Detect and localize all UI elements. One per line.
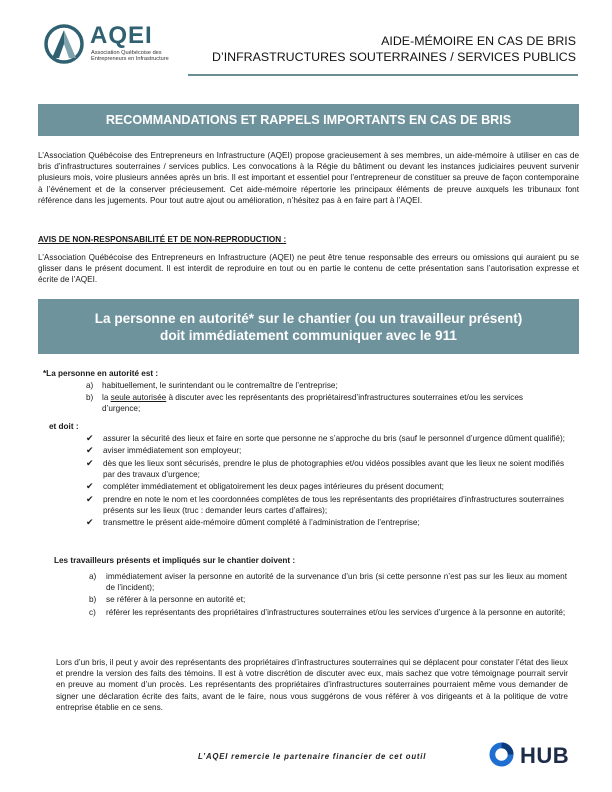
checklist-item-text: prendre en note le nom et les coordonnées complètes de tous les représentants des propriétaires d’infrastructures souterraines présents sur les lieux (truc : demander leurs cartes d’affaires); bbox=[103, 494, 565, 515]
authority-label: *La personne en autorité est : bbox=[43, 369, 159, 378]
duties-label: et doit : bbox=[49, 422, 79, 431]
checkmark-icon: ✔ bbox=[86, 481, 94, 492]
recommendations-banner: RECOMMANDATIONS ET RAPPELS IMPORTANTS EN CAS DE BRIS bbox=[38, 104, 579, 136]
list-item-text: habituellement, le surintendant ou le contremaître de l’entreprise; bbox=[102, 381, 338, 390]
checklist-item-text: compléter immédiatement et obligatoirement les deux pages intérieures du présent document; bbox=[103, 482, 444, 492]
aqei-logo-icon bbox=[44, 24, 84, 64]
document-title bbox=[212, 33, 576, 65]
hub-wordmark: HUB bbox=[520, 743, 570, 768]
checklist-item bbox=[86, 517, 578, 528]
checkmark-icon: ✔ bbox=[86, 457, 94, 468]
checklist-item-text: assurer la sécurité des lieux et faire en sorte que personne ne s’approche du bris (sauf le personnel d’urgence dûment qualifié); bbox=[103, 434, 565, 443]
checkmark-icon: ✔ bbox=[86, 517, 94, 528]
list-item bbox=[89, 594, 567, 605]
list-item bbox=[86, 392, 556, 414]
checklist-item-text: transmettre le présent aide-mémoire dûment complété à l’administration de l’entreprise; bbox=[103, 518, 420, 528]
logo-wordmark: AQEI bbox=[90, 22, 153, 49]
document-title-line-2: D’INFRASTRUCTURES SOUTERRAINES / SERVICES PUBLICS bbox=[212, 50, 576, 64]
aqei-logo bbox=[44, 22, 174, 74]
header-divider bbox=[188, 74, 578, 76]
authority-list bbox=[86, 380, 556, 416]
list-item-text: référer les représentants des propriétaires d’infrastructures souterraines et/ou les services d’urgence à la personne en autorité; bbox=[106, 607, 566, 617]
checklist-item-text: dès que les lieux sont sécurisés, prendre le plus de photographies et/ou vidéos possibles avant que les lieux ne soient modifiés par des travaux d’urgence; bbox=[103, 458, 565, 479]
checklist-item bbox=[86, 433, 578, 444]
duties-checklist bbox=[86, 433, 578, 530]
list-marker: c) bbox=[89, 607, 96, 617]
call-911-banner-line-1: La personne en autorité* sur le chantier (ou un travailleur présent) bbox=[94, 311, 523, 326]
checklist-item-text: aviser immédiatement son employeur; bbox=[103, 446, 242, 456]
intro-paragraph: L’Association Québécoise des Entrepreneurs en Infrastructure (AQEI) propose gracieusement à ses membres, un aide-mémoire à utiliser en cas de bris d’infrastructures souterraines / services publics. Les convocations à la Régie du bâtiment ou devant les instances judiciaires peuvent survenir plusieurs mois, voire plusieurs années après un bris. Il est important et essentiel pour l’entrepreneur de constituer sa preuve de façon contemporaine à l’événement et de la conserver précieusement. Cet aide-mémoire répertorie les principaux éléments de preuve auxquels les tribunaux font référence dans les jugements. Pour tout autre ajout ou amélioration, n’hésitez pas à en faire part à l’AQEI. bbox=[38, 151, 579, 205]
disclaimer-heading: AVIS DE NON-RESPONSABILITÉ ET DE NON-REPRODUCTION : bbox=[38, 235, 287, 244]
list-marker: b) bbox=[89, 595, 97, 605]
hub-ring-icon bbox=[489, 742, 514, 767]
list-marker: a) bbox=[89, 572, 97, 581]
list-item bbox=[86, 380, 556, 391]
checklist-item bbox=[86, 494, 578, 516]
hub-logo bbox=[489, 742, 585, 768]
checkmark-icon: ✔ bbox=[86, 445, 94, 456]
list-item bbox=[89, 571, 567, 593]
disclaimer-paragraph: L’Association Québécoise des Entrepreneurs en Infrastructure (AQEI) ne peut être tenue responsable des erreurs ou omissions qui auraient pu se glisser dans le présent document. Il est interdit de reproduire en tout ou en partie le contenu de cette présentation sans l’autorisation expresse et écrite de l’AQEI. bbox=[38, 253, 579, 285]
list-item-text-post: à discuter avec les représentants des propriétairesd’infrastructures souterraines et/ou les services d’urgence; bbox=[102, 393, 523, 414]
list-marker: b) bbox=[86, 393, 94, 403]
closing-paragraph: Lors d’un bris, il peut y avoir des représentants des propriétaires d’infrastructures souterraines qui se déplacent pour constater l’état des lieux et prendre la version des faits des témoins. Il est à votre discrétion de discuter avec eux, mais sachez que votre témoignage pourrait servir en preuve au moment d’un procès. Les représentants des propriétaires d’infrastructures souterraines pourraient même vous demander de signer une déclaration écrite des faits, avant de le faire, nous vous suggérons de vous référer à vos dirigeants et à la politique de votre entreprise établie en ce sens. bbox=[56, 658, 568, 712]
call-911-banner-line-2: doit immédiatement communiquer avec le 911 bbox=[160, 328, 457, 343]
workers-list bbox=[89, 571, 567, 619]
underlined-emphasis: seule autorisée bbox=[110, 393, 167, 403]
checkmark-icon: ✔ bbox=[86, 433, 94, 443]
list-item-text: immédiatement aviser la personne en autorité de la survenance d’un bris (si cette personne n’est pas sur les lieux au moment de l’incident); bbox=[106, 572, 567, 593]
call-911-banner bbox=[38, 299, 579, 354]
logo-subtitle: Association Québécoise des Entrepreneurs en Infrastructure bbox=[91, 50, 169, 63]
list-item-text: se référer à la personne en autorité et; bbox=[106, 595, 246, 605]
list-item bbox=[89, 607, 567, 618]
checkmark-icon: ✔ bbox=[86, 493, 94, 504]
partner-thanks: L’AQEI remercie le partenaire financier de cet outil bbox=[198, 752, 427, 761]
checklist-item bbox=[86, 481, 578, 492]
document-title-line-1: AIDE-MÉMOIRE EN CAS DE BRIS bbox=[381, 34, 576, 48]
workers-label: Les travailleurs présents et impliqués sur le chantier doivent : bbox=[54, 556, 296, 565]
page-header bbox=[0, 0, 612, 80]
checklist-item bbox=[86, 458, 578, 480]
list-item-text-pre: la bbox=[102, 393, 111, 403]
checklist-item bbox=[86, 445, 578, 456]
list-marker: a) bbox=[86, 381, 94, 390]
